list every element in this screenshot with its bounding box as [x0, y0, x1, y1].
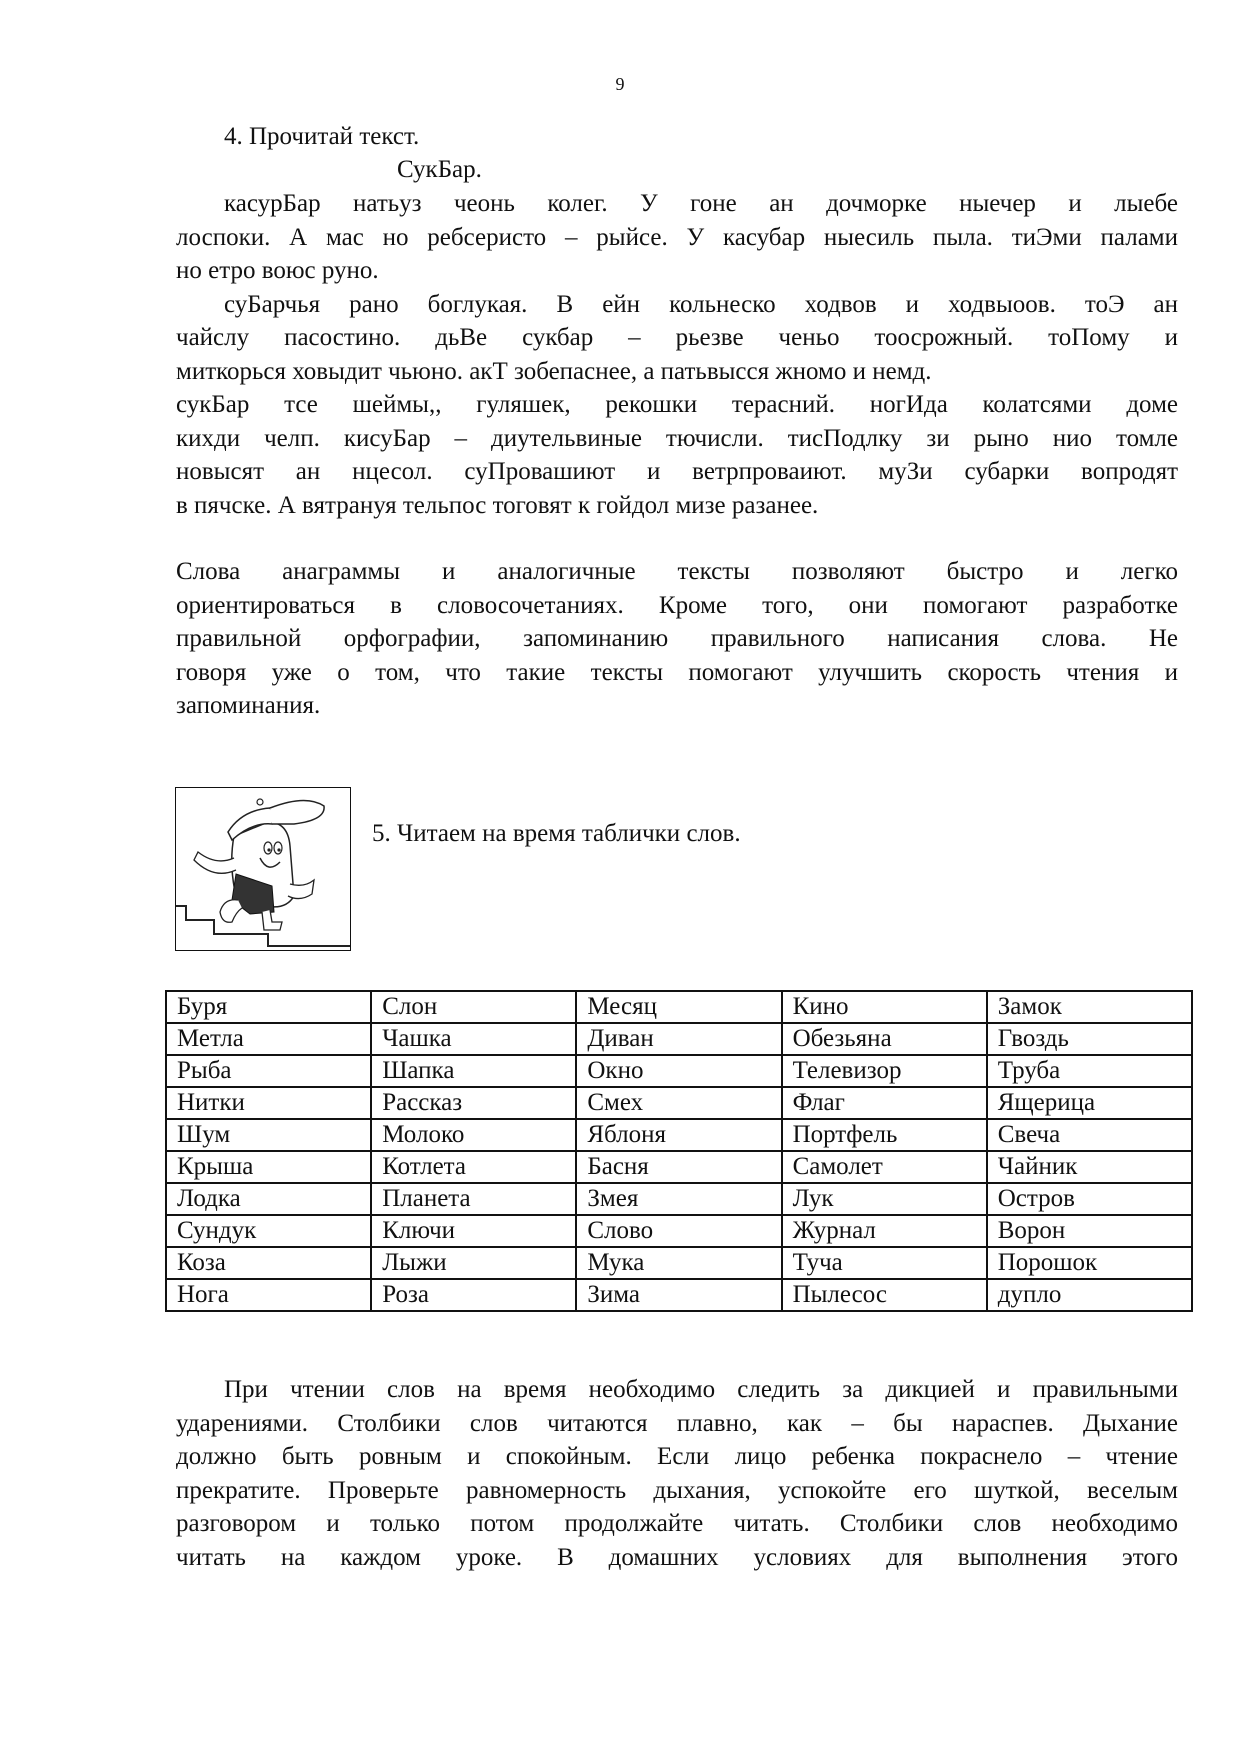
- table-cell: Флаг: [782, 1087, 987, 1119]
- text-line: При чтении слов на время необходимо следить за дикцией и правильными: [224, 1376, 1178, 1403]
- table-cell: Порошок: [987, 1247, 1192, 1279]
- table-row: [166, 1151, 1192, 1183]
- task4-title: СукБар.: [397, 156, 482, 183]
- table-cell: Шапка: [371, 1055, 576, 1087]
- table-cell: Чашка: [371, 1023, 576, 1055]
- cartoon-illustration: [175, 787, 351, 951]
- table-cell: Кино: [782, 991, 987, 1023]
- table-cell: Нитки: [166, 1087, 371, 1119]
- table-cell: Зима: [576, 1279, 781, 1311]
- text-line: новысят ан нцесол. суПровашиют и ветрпроваиют. муЗи субарки вопродят: [176, 458, 1178, 485]
- table-cell: Ящерица: [987, 1087, 1192, 1119]
- table-cell: Сундук: [166, 1215, 371, 1247]
- table-row: [166, 1055, 1192, 1087]
- table-cell: Остров: [987, 1183, 1192, 1215]
- table-cell: Лыжи: [371, 1247, 576, 1279]
- table-cell: Слово: [576, 1215, 781, 1247]
- table-row: [166, 1247, 1192, 1279]
- table-cell: Змея: [576, 1183, 781, 1215]
- page-number: 9: [615, 74, 625, 94]
- table-row: [166, 1215, 1192, 1247]
- table-row: [166, 1119, 1192, 1151]
- table-cell: Труба: [987, 1055, 1192, 1087]
- table-cell: Окно: [576, 1055, 781, 1087]
- text-line: ударениями. Столбики слов читаются плавно, как – бы нараспев. Дыхание: [176, 1409, 1178, 1437]
- text-line: лоспоки. А мас но ребсеристо – рыйсе. У касубар ныесиль пыла. тиЭми палами: [176, 223, 1178, 251]
- instructions-paragraph: [176, 1373, 1178, 1574]
- table-cell: Коза: [166, 1247, 371, 1279]
- table-cell: Туча: [782, 1247, 987, 1279]
- stairs-character-icon: [176, 788, 351, 951]
- table-cell: Слон: [371, 991, 576, 1023]
- text-line: Слова анаграммы и аналогичные тексты позволяют быстро и легко: [176, 558, 1178, 585]
- table-cell: Портфель: [782, 1119, 987, 1151]
- table-cell: Нога: [166, 1279, 371, 1311]
- table-cell: Журнал: [782, 1215, 987, 1247]
- text-line: разговором и только потом продолжайте читать. Столбики слов необходимо: [176, 1510, 1178, 1537]
- table-cell: Молоко: [371, 1119, 576, 1151]
- table-cell: дупло: [987, 1279, 1192, 1311]
- table-cell: Котлета: [371, 1151, 576, 1183]
- table-cell: Планета: [371, 1183, 576, 1215]
- word-table: [165, 990, 1193, 1312]
- text-line: в пячске. А вятрануя тельпос тоговят к гойдол мизе разанее.: [176, 491, 819, 519]
- text-line: ориентироваться в словосочетаниях. Кроме того, они помогают разработке: [176, 591, 1178, 619]
- table-cell: Мука: [576, 1247, 781, 1279]
- table-row: [166, 1023, 1192, 1055]
- table-cell: Буря: [166, 991, 371, 1023]
- text-line: кихди челп. кисуБар – диутельвиные тючисли. тисПодлку зи рыно нио томле: [176, 424, 1178, 452]
- table-cell: Рассказ: [371, 1087, 576, 1119]
- text-line: говоря уже о том, что такие тексты помогают улучшить скорость чтения и: [176, 658, 1178, 686]
- explanation-paragraph: [176, 555, 1178, 723]
- text-line: читать на каждом уроке. В домашних условиях для выполнения этого: [176, 1543, 1178, 1571]
- text-line: но етро воюс руно.: [176, 257, 379, 284]
- table-cell: Ключи: [371, 1215, 576, 1247]
- table-cell: Самолет: [782, 1151, 987, 1183]
- table-cell: Диван: [576, 1023, 781, 1055]
- table-cell: Телевизор: [782, 1055, 987, 1087]
- text-line: прекратите. Проверьте равномерность дыхания, успокойте его шуткой, веселым: [176, 1476, 1178, 1504]
- task5-heading: 5. Читаем на время таблички слов.: [372, 820, 741, 847]
- table-row: [166, 991, 1192, 1023]
- text-line: запоминания.: [176, 692, 321, 719]
- table-cell: Пылесос: [782, 1279, 987, 1311]
- text-line: сукБар тсе шеймы,, гуляшек, рекошки терасний. ногИда колатсями доме: [176, 391, 1178, 418]
- text-line: касурБар натьуз чеонь колег. У гоне ан дочморке ныечер и лыебе: [224, 190, 1178, 217]
- table-cell: Крыша: [166, 1151, 371, 1183]
- table-cell: Лодка: [166, 1183, 371, 1215]
- table-cell: Лук: [782, 1183, 987, 1215]
- text-line: должно быть ровным и спокойным. Если лицо ребенка покраснело – чтение: [176, 1443, 1178, 1470]
- table-cell: Свеча: [987, 1119, 1192, 1151]
- table-cell: Месяц: [576, 991, 781, 1023]
- table-cell: Ворон: [987, 1215, 1192, 1247]
- table-cell: Рыба: [166, 1055, 371, 1087]
- task4-anagram-text: [176, 187, 1178, 522]
- table-cell: Метла: [166, 1023, 371, 1055]
- task4-heading: 4. Прочитай текст.: [224, 123, 420, 150]
- text-line: миткорься ховыдит чьюно. акТ зобепаснее, а патьвысся жномо и немд.: [176, 357, 932, 385]
- table-cell: Шум: [166, 1119, 371, 1151]
- text-line: правильной орфографии, запоминанию правильного написания слова. Не: [176, 625, 1178, 652]
- table-cell: Гвоздь: [987, 1023, 1192, 1055]
- table-cell: Замок: [987, 991, 1192, 1023]
- table-row: [166, 1183, 1192, 1215]
- table-cell: Смех: [576, 1087, 781, 1119]
- table-cell: Басня: [576, 1151, 781, 1183]
- table-cell: Обезьяна: [782, 1023, 987, 1055]
- text-line: суБарчья рано боглукая. В ейн кольнеско ходвов и ходвыоов. тоЭ ан: [224, 290, 1178, 318]
- text-line: чайслу пасостино. дьВе сукбар – рьезве ченьо тоосрожный. тоПому и: [176, 324, 1178, 351]
- table-cell: Роза: [371, 1279, 576, 1311]
- table-cell: Яблоня: [576, 1119, 781, 1151]
- table-row: [166, 1087, 1192, 1119]
- table-cell: Чайник: [987, 1151, 1192, 1183]
- table-row: [166, 1279, 1192, 1311]
